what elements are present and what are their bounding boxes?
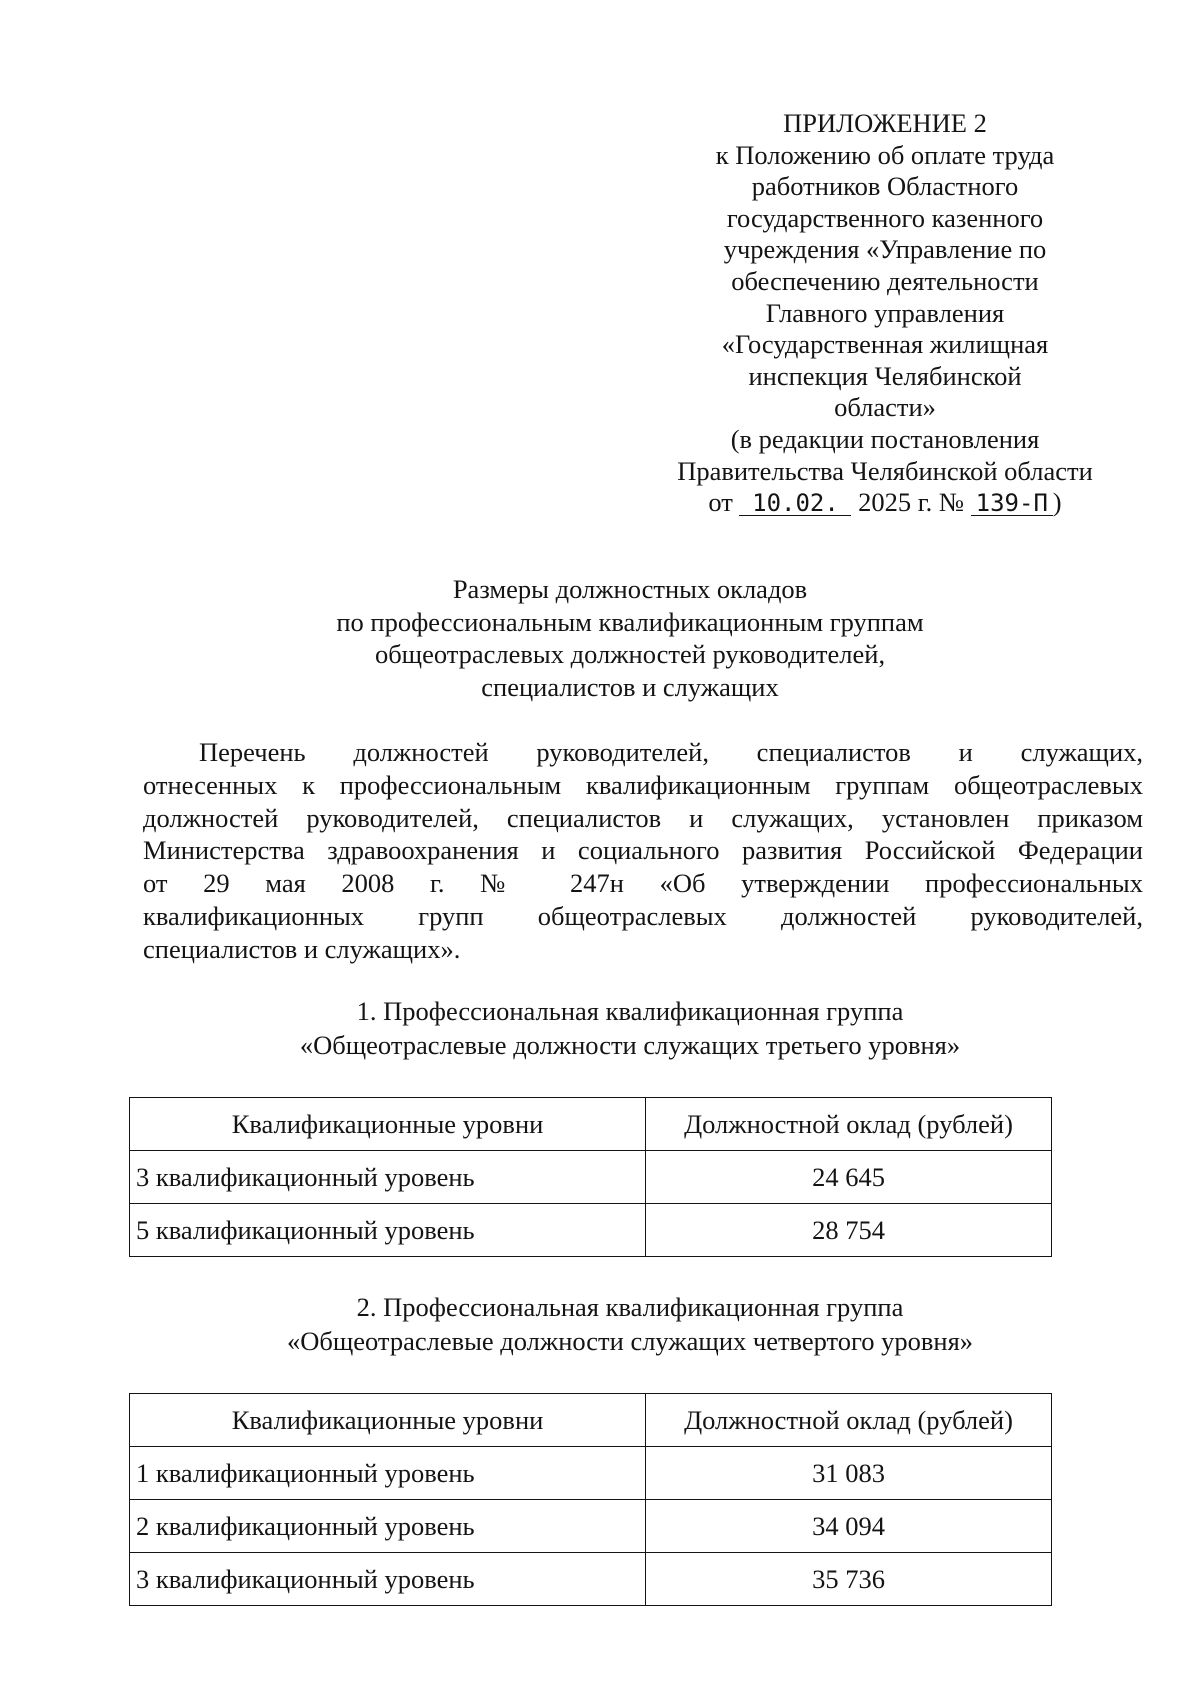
header-salary: Должностной оклад (рублей) bbox=[646, 1098, 1052, 1151]
group-title-line: «Общеотраслевые должности служащих четвертого уровня» bbox=[286, 1325, 974, 1356]
annex-line: Главного управления bbox=[765, 297, 1005, 328]
paragraph-line: специалистов и служащих». bbox=[143, 933, 461, 964]
header-levels: Квалификационные уровни bbox=[130, 1394, 646, 1447]
paragraph-line: от 29 мая 2008 г. № 247н «Об утверждении профессиональных bbox=[143, 868, 1143, 899]
year-text: 2025 г. № bbox=[858, 487, 965, 518]
title-line: общеотраслевых должностей руководителей, bbox=[374, 639, 886, 669]
title-line: специалистов и служащих bbox=[481, 671, 779, 702]
annex-line: (в редакции постановления bbox=[730, 423, 1040, 454]
salary-cell: 34 094 bbox=[646, 1500, 1052, 1553]
annex-line: области» bbox=[834, 392, 936, 423]
salary-cell: 24 645 bbox=[646, 1151, 1052, 1204]
group-1-title bbox=[130, 995, 1130, 1062]
paragraph-line: квалификационных групп общеотраслевых должностей руководителей, bbox=[143, 900, 1143, 931]
intro-paragraph bbox=[143, 736, 1143, 966]
date-prefix: от bbox=[708, 487, 733, 518]
annex-line: «Государственная жилищная bbox=[721, 329, 1049, 360]
salary-cell: 31 083 bbox=[646, 1447, 1052, 1500]
level-cell: 5 квалификационный уровень bbox=[130, 1204, 646, 1257]
annex-line: государственного казенного bbox=[726, 202, 1044, 233]
paragraph-line: Перечень должностей руководителей, специалистов и служащих, bbox=[199, 737, 1143, 767]
annex-block bbox=[650, 108, 1120, 519]
number-field: 139-П bbox=[971, 491, 1053, 516]
paragraph-line: отнесенных к профессиональным квалификационным группам общеотраслевых bbox=[143, 769, 1143, 800]
annex-line: обеспечению деятельности bbox=[731, 265, 1039, 296]
level-cell: 3 квалификационный уровень bbox=[130, 1553, 646, 1606]
paragraph-line: Министерства здравоохранения и социального развития Российской Федерации bbox=[143, 835, 1143, 866]
group-2-table bbox=[129, 1393, 1052, 1606]
level-cell: 2 квалификационный уровень bbox=[130, 1500, 646, 1553]
header-levels: Квалификационные уровни bbox=[130, 1098, 646, 1151]
title-line: Размеры должностных окладов bbox=[452, 574, 808, 604]
annex-line: работников Областного bbox=[751, 171, 1019, 202]
table-row bbox=[130, 1151, 1052, 1204]
annex-line: к Положению об оплате труда bbox=[715, 139, 1055, 170]
table-header-row bbox=[130, 1394, 1052, 1447]
table-header-row bbox=[130, 1098, 1052, 1151]
group-title-line: 2. Профессиональная квалификационная группа bbox=[356, 1292, 904, 1322]
annex-line: Правительства Челябинской области bbox=[677, 455, 1093, 486]
table-row bbox=[130, 1500, 1052, 1553]
group-title-line: «Общеотраслевые должности служащих третьего уровня» bbox=[299, 1029, 961, 1060]
table-row bbox=[130, 1553, 1052, 1606]
group-title-line: 1. Профессиональная квалификационная группа bbox=[356, 996, 904, 1026]
document-title bbox=[130, 573, 1130, 703]
table-row bbox=[130, 1204, 1052, 1257]
paragraph-line: должностей руководителей, специалистов и служащих, установлен приказом bbox=[143, 802, 1143, 833]
annex-date-line bbox=[650, 487, 1120, 519]
table-row bbox=[130, 1447, 1052, 1500]
level-cell: 3 квалификационный уровень bbox=[130, 1151, 646, 1204]
annex-line: учреждения «Управление по bbox=[723, 234, 1047, 265]
annex-heading: ПРИЛОЖЕНИЕ 2 bbox=[783, 108, 987, 138]
title-line: по профессиональным квалификационным группам bbox=[336, 606, 924, 637]
date-field: 10.02. bbox=[739, 491, 851, 516]
header-salary: Должностной оклад (рублей) bbox=[646, 1394, 1052, 1447]
level-cell: 1 квалификационный уровень bbox=[130, 1447, 646, 1500]
group-1-table bbox=[129, 1097, 1052, 1257]
closing-paren: ) bbox=[1052, 487, 1062, 518]
annex-line: инспекция Челябинской bbox=[748, 360, 1022, 391]
salary-cell: 28 754 bbox=[646, 1204, 1052, 1257]
group-2-title bbox=[130, 1291, 1130, 1358]
salary-cell: 35 736 bbox=[646, 1553, 1052, 1606]
